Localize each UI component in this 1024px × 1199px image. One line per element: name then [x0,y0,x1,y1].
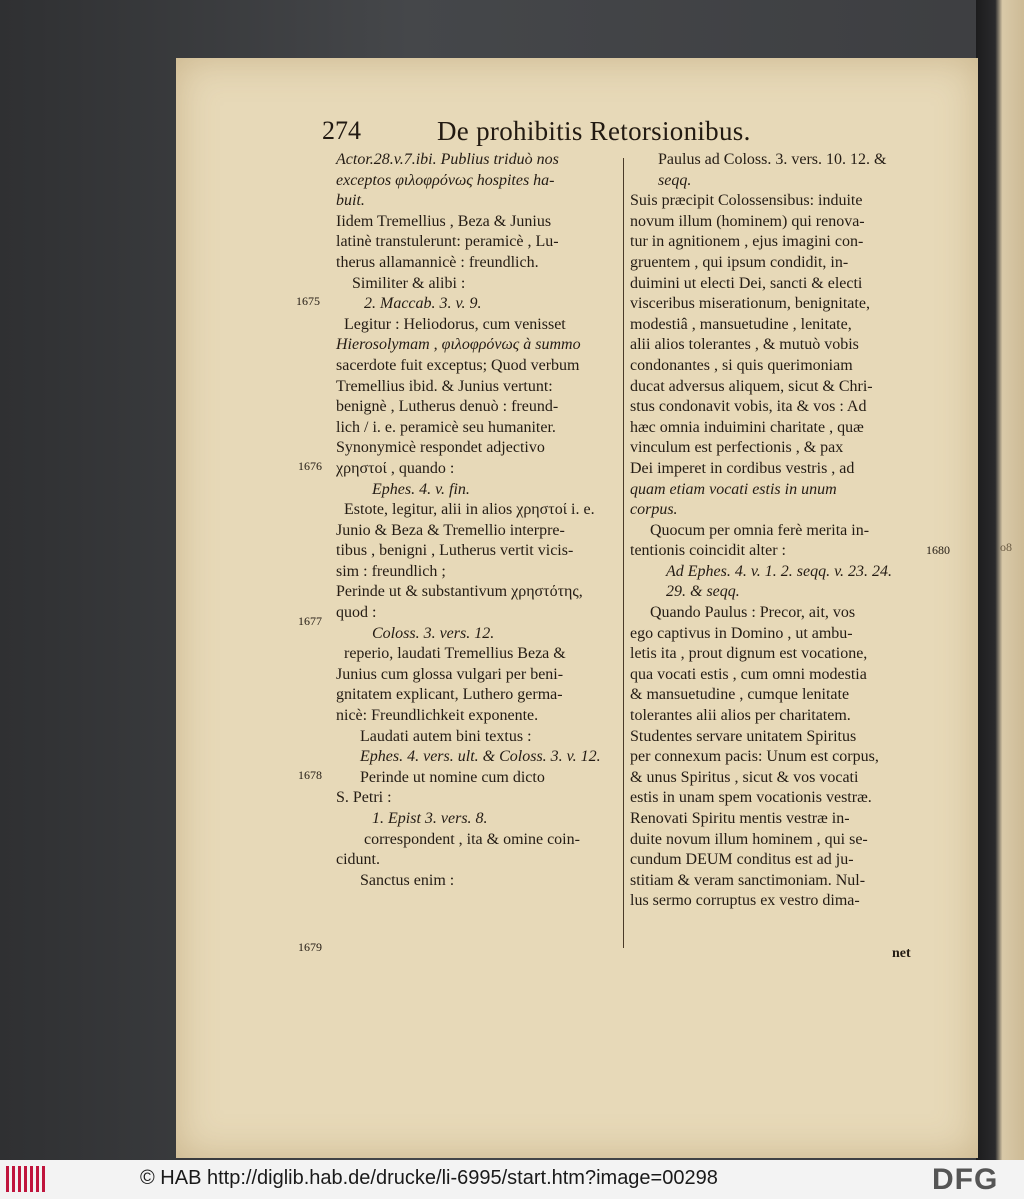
left-column [336,150,618,891]
margin-number: 1679 [298,940,322,954]
text-line: & unus Spiritus , sicut & vos vocati [630,768,859,786]
text-line: estis in unam spem vocationis vestræ. [630,789,872,807]
text-line: tibus , benigni , Lutherus vertit vicis- [336,542,574,560]
text-line: vinculum est perfectionis , & pax [630,439,844,457]
catchword: net [892,946,911,961]
text-line: Ephes. 4. vers. ult. & Coloss. 3. v. 12. [360,748,601,766]
running-title: De prohibitis Retorsionibus. [437,116,751,146]
text-line: lich / i. e. peramicè seu humaniter. [336,418,556,436]
text-line: Perinde ut & substantivum χρηστότης, [336,583,583,601]
text-line: Dei imperet in cordibus vestris , ad [630,459,855,477]
text-line: duimini ut electi Dei, sancti & electi [630,274,863,292]
text-line: Perinde ut nomine cum dicto [360,768,545,786]
viewer-footer [0,1160,1024,1199]
text-line: visceribus miserationum, benignitate, [630,295,870,313]
barcode-icon [6,1166,46,1192]
text-line: modestiâ , mansuetudine , lenitate, [630,315,852,333]
text-line: tur in agnitionem , ejus imagini con- [630,233,864,251]
text-line: Actor.28.v.7.ibi. Publius triduò nos [336,151,559,168]
text-line: condonantes , si quis querimoniam [630,356,853,374]
text-line: nicè: Freundlichkeit exponente. [336,707,539,725]
text-line: ducat adversus aliquem, sicut & Chri- [630,377,873,395]
text-line: gnitatem explicant, Luthero germa- [336,686,563,704]
text-line: letis ita , prout dignum est vocatione, [630,645,868,663]
text-line: 1. Epist 3. vers. 8. [372,810,488,827]
text-line: hæc omnia induimini charitate , quæ [630,418,864,436]
text-line: Quando Paulus : Precor, ait, vos [650,604,856,622]
text-line: qua vocati estis , cum omni modestia [630,665,867,683]
text-line: Ephes. 4. v. fin. [372,480,470,498]
text-line: tentionis coincidit alter : [630,542,786,560]
column-divider [623,158,624,948]
text-line: stitiam & veram sanctimoniam. Nul- [630,871,866,889]
text-line: quod : [336,604,377,622]
text-line: Synonymicè respondet adjectivo [336,439,545,457]
text-line: reperio, laudati Tremellius Beza & [344,645,566,663]
margin-number: 1678 [298,768,322,782]
text-line: Legitur : Heliodorus, cum venisset [344,315,566,333]
text-line: χρηστοί , quando : [336,459,455,477]
text-line: Tremellius ibid. & Junius vertunt: [336,377,553,395]
text-line: ego captivus in Domino , ut ambu- [630,624,853,642]
text-line: Renovati Spiritu mentis vestræ in- [630,810,850,827]
text-line: cundum DEUM conditus est ad ju- [630,851,854,869]
facing-page-fragment: o8 [1000,540,1012,554]
text-line: stus condonavit vobis, ita & vos : Ad [630,398,867,416]
text-line: per connexum pacis: Unum est corpus, [630,748,879,766]
text-line: therus allamannicè : freundlich. [336,253,539,271]
text-line: Ad Ephes. 4. v. 1. 2. seqq. v. 23. 24. [666,562,893,580]
text-line: latinè transtulerunt: peramicè , Lu- [336,233,559,251]
text-line: 2. Maccab. 3. v. 9. [364,295,482,313]
text-line: Sanctus enim : [360,871,455,889]
text-line: correspondent , ita & omine coin- [364,830,580,848]
text-line: Studentes servare unitatem Spiritus [630,727,857,745]
text-line: quam etiam vocati estis in unum [630,480,837,498]
text-line: tolerantes alii alios per charitatem. [630,707,851,725]
page-header [322,112,782,152]
text-line: duite novum illum hominem , qui se- [630,830,868,848]
facing-page-edge [976,0,1024,1160]
text-line: alii alios tolerantes , & mutuò vobis [630,336,859,354]
text-line: corpus. [630,501,678,519]
margin-number: 1675 [296,294,320,308]
text-line: Suis præcipit Colossensibus: induite [630,192,863,210]
text-line: Laudati autem bini textus : [360,727,532,745]
text-line: & mansuetudine , cumque lenitate [630,686,850,704]
text-line: benignè , Lutherus denuò : freund- [336,398,559,416]
text-line: buit. [336,192,365,210]
text-line: cidunt. [336,851,380,869]
text-line: sacerdote fuit exceptus; Quod verbum [336,356,580,374]
text-line: 29. & seqq. [666,583,740,601]
text-line: seqq. [658,171,692,189]
right-column [630,150,920,912]
text-line: Quocum per omnia ferè merita in- [650,521,870,539]
text-line: Estote, legitur, alii in alios χρηστοί i. e. [344,501,595,519]
page-number: 274 [322,116,361,145]
text-line: Similiter & alibi : [352,274,466,292]
copyright-link[interactable]: © HAB http://diglib.hab.de/drucke/li-6995/start.htm?image=00298 [140,1167,718,1189]
text-line: Hierosolymam , φιλοφρόνως à summo [336,336,581,354]
text-line: Iidem Tremellius , Beza & Junius [336,212,552,230]
text-line: gruentem , qui ipsum condidit, in- [630,253,849,271]
text-line: sim : freundlich ; [336,562,446,580]
text-line: Junius cum glossa vulgari per beni- [336,665,564,683]
text-line: novum illum (hominem) qui renova- [630,212,865,230]
text-line: Junio & Beza & Tremellio interpre- [336,521,565,539]
margin-number: 1677 [298,614,322,628]
dfg-logo: DFG [932,1163,999,1196]
text-line: S. Petri : [336,789,392,807]
margin-number: 1676 [298,459,322,473]
text-line: exceptos φιλοφρόνως hospites ha- [336,171,555,189]
text-line: Paulus ad Coloss. 3. vers. 10. 12. & [658,151,887,168]
text-line: Coloss. 3. vers. 12. [372,624,495,642]
text-line: lus sermo corruptus ex vestro dima- [630,892,860,910]
margin-number: 1680 [926,543,950,557]
